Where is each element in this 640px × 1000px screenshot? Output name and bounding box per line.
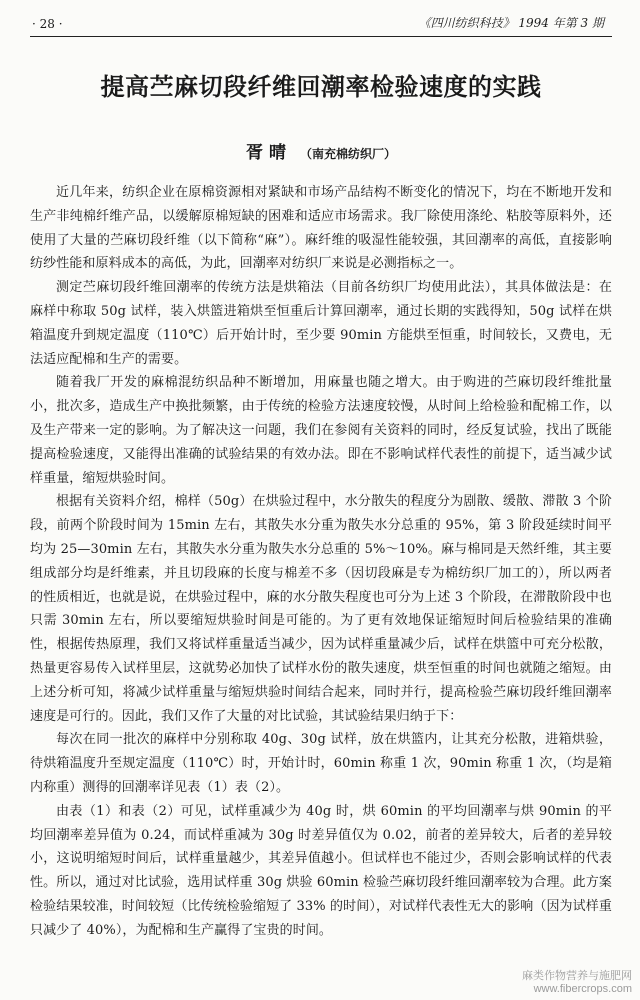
running-header: [30, 10, 612, 37]
site-watermark: [522, 970, 632, 996]
watermark-url: www.fibercrops.com: [533, 983, 632, 995]
page-number: · 28 ·: [32, 17, 63, 31]
author-name: 胥 晴: [246, 143, 286, 163]
article-body: [30, 181, 612, 943]
byline: [30, 138, 612, 163]
paragraph: 近几年来，纺织企业在原棉资源相对紧缺和市场产品结构不断变化的情况下，均在不断地开发和生产非纯棉纤维产品，以缓解原棉短缺的困难和适应市场需求。我厂除使用涤纶、粘胶等原料外，还使用了大量的苎麻切段纤维（以下简称“麻”）。麻纤维的吸湿性能较强，其回潮率的高低，直接影响纺纱性能和原料成本的高低，为此，回潮率对纺织厂来说是必测指标之一。: [30, 185, 612, 272]
paragraph: 测定苎麻切段纤维回潮率的传统方法是烘箱法（目前各纺织厂均使用此法），其具体做法是：在麻样中称取 50g 试样，装入烘篮进箱烘至恒重后计算回潮率，通过长期的实践得知，50g 试样在烘箱温度升到规定温度（110℃）后开始计时，至少要 90min 方能烘至恒重，时间较长，又费电，无法适应配棉和生产的需要。: [30, 280, 612, 367]
paragraph: 由表（1）和表（2）可见，试样重减少为 40g 时，烘 60min 的平均回潮率与烘 90min 的平均回潮率差异值为 0.24，而试样重减为 30g 时差异值仅为 0.02，前者的差异较大，后者的差异较小，这说明缩短时间后，试样重量越少，其差异值越小。但试样也不能过少，否则会影响试样的代表性。所以，通过对比试验，选用试样重 30g 烘验 60min 检验苎麻切段纤维回潮率较为合理。此方案检验结果较准，时间较短（比传统检验缩短了 33% 的时间），对试样代表性无大的影响（因为试样重只减少了 40%），为配棉和生产赢得了宝贵的时间。: [30, 803, 612, 938]
paragraph: 随着我厂开发的麻棉混纺织品种不断增加，用麻量也随之增大。由于购进的苎麻切段纤维批量小，批次多，造成生产中换批频繁，由于传统的检验方法速度较慢，从时间上给检验和配棉工作，以及生产带来一定的影响。为了解决这一问题，我们在参阅有关资料的同时，经反复试验，找出了既能提高检验速度，又能得出准确的试验结果的有效办法。即在不影响试样代表性的前提下，适当减少试样重量，缩短烘验时间。: [30, 375, 612, 486]
paragraph: 每次在同一批次的麻样中分别称取 40g、30g 试样，放在烘篮内，让其充分松散，进箱烘验，待烘箱温度升至规定温度（110℃）时，开始计时，60min 称重 1 次，90min 称重 1 次，（均是箱内称重）测得的回潮率详见表（1）表（2）。: [30, 732, 612, 795]
watermark-site-name: 麻类作物营养与施肥网: [522, 970, 632, 982]
journal-citation: 《四川纺织科技》 1994 年第 3 期: [418, 16, 604, 30]
paragraph: 根据有关资料介绍，棉样（50g）在烘验过程中，水分散失的程度分为剧散、缓散、滞散 3 个阶段，前两个阶段时间为 15min 左右，其散失水分重为散失水分总重的 95%，第 3 阶段延续时间平均为 25—30min 左右，其散失水分重为散失水分总重的 5%～10%。麻与棉同是天然纤维，其主要组成部分均是纤维素，并且切段麻的长度与棉差不多（因切段麻是专为棉纺织厂加工的），所以两者的性质相近，也就是说，在烘验过程中，麻的水分散失程度也可分为上述 3 个阶段，在滞散阶段中也只需 30min 左右，所以要缩短烘验时间是可能的。为了更有效地保证缩短时间后检验结果的准确性，根据传热原理，我们又将试样重量适当减少，因为试样重量减少后，试样在烘篮中可充分松散，热量更容易传入试样里层，这就势必加快了试样水份的散失速度，烘至恒重的时间也就随之缩短。由上述分析可知，将减少试样重量与缩短烘验时间结合起来，同时并行，提高检验苎麻切段纤维回潮率速度是可行的。因此，我们又作了大量的对比试验，其试验结果归纳于下：: [30, 494, 612, 724]
article-title: 提高苎麻切段纤维回潮率检验速度的实践: [100, 72, 542, 101]
author-affiliation: （南充棉纺织厂）: [299, 147, 396, 161]
